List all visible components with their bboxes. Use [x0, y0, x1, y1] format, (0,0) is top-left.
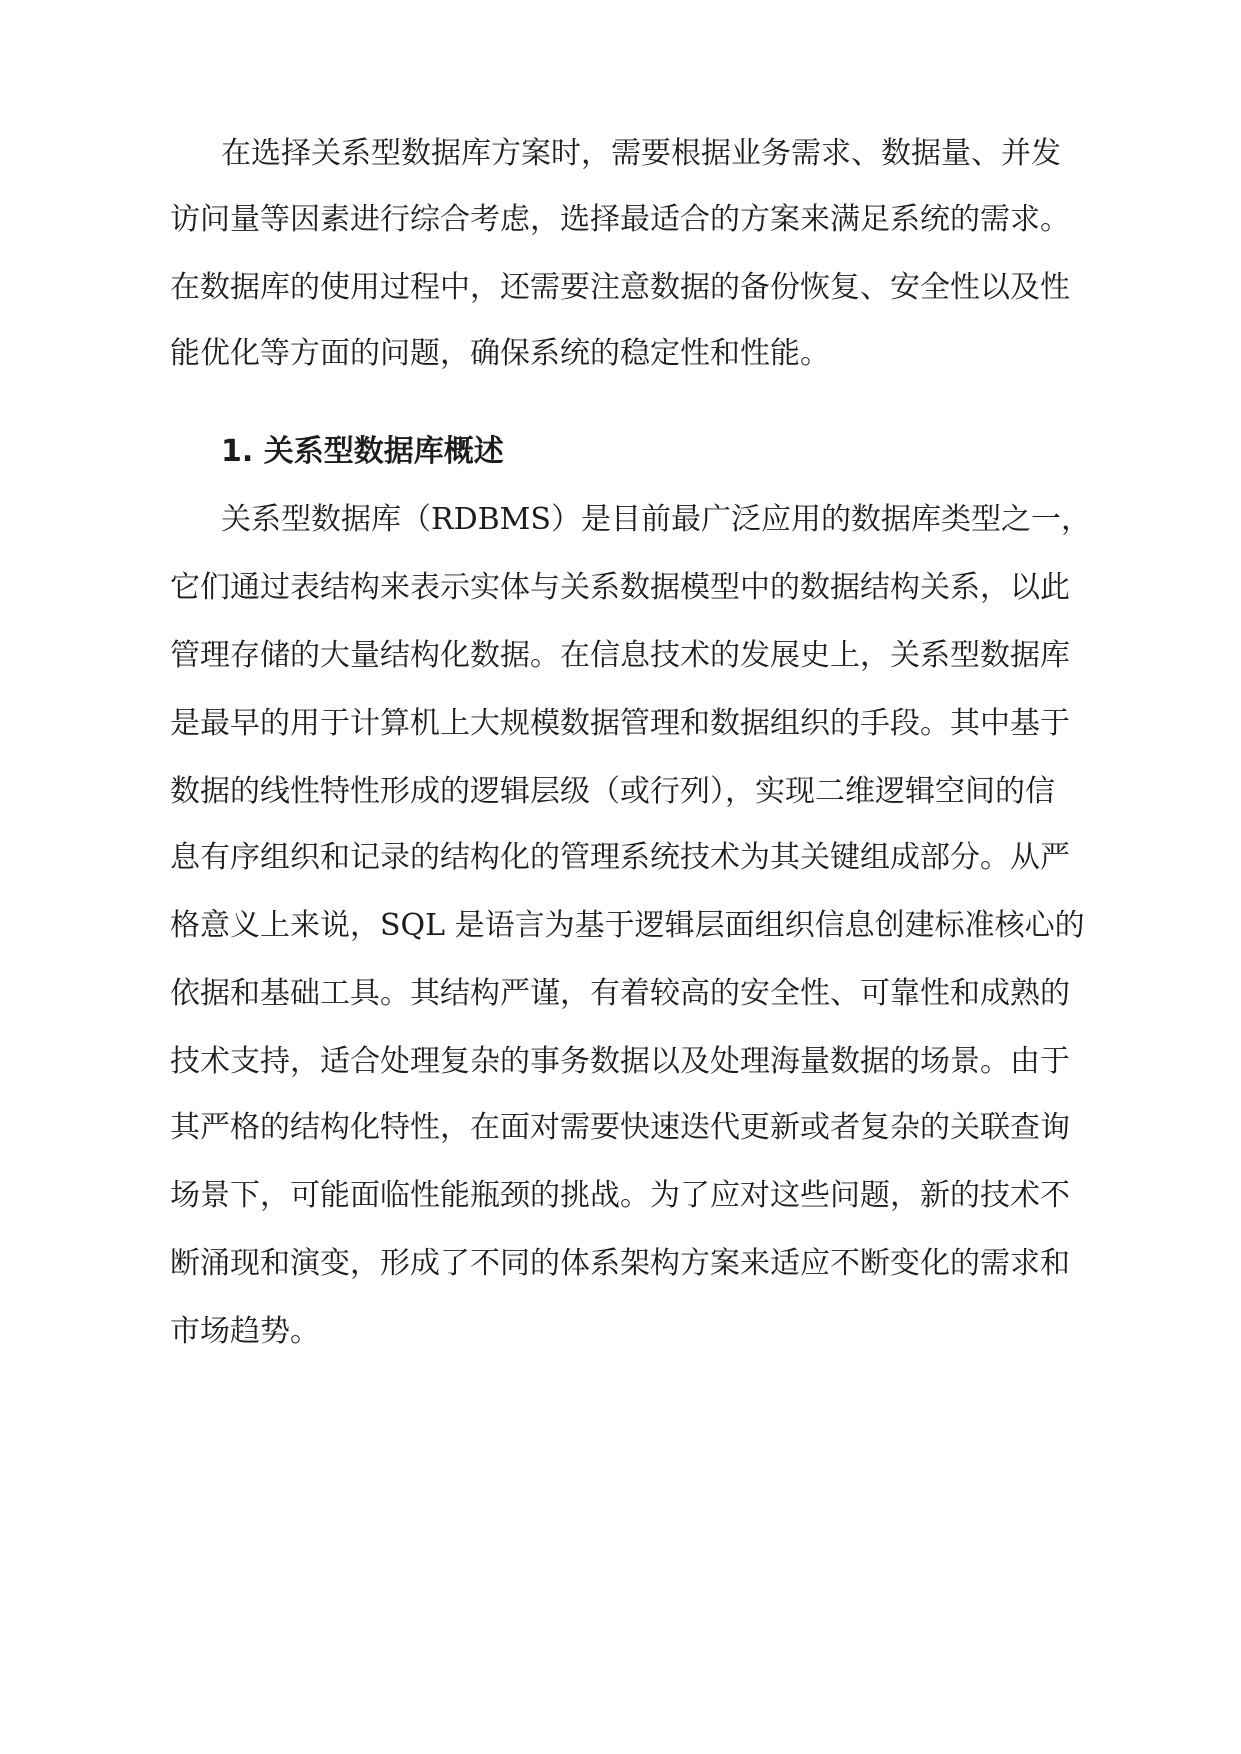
paragraph-line: 断涌现和演变，形成了不同的体系架构方案来适应不断变化的需求和	[170, 1246, 1070, 1281]
paragraph-line: 能优化等方面的问题，确保系统的稳定性和性能。	[170, 336, 830, 371]
paragraph-line: 是最早的用于计算机上大规模数据管理和数据组织的手段。其中基于	[170, 706, 1070, 741]
paragraph-line: 格意义上来说，SQL 是语言为基于逻辑层面组织信息创建标准核心的	[170, 908, 1085, 943]
paragraph-line: 访问量等因素进行综合考虑，选择最适合的方案来满足系统的需求。	[170, 202, 1070, 237]
paragraph-line: 关系型数据库（RDBMS）是目前最广泛应用的数据库类型之一，	[221, 502, 1091, 537]
paragraph-line: 息有序组织和记录的结构化的管理系统技术为其关键组成部分。从严	[170, 840, 1070, 875]
paragraph-line: 管理存储的大量结构化数据。在信息技术的发展史上，关系型数据库	[170, 638, 1070, 673]
paragraph-line: 在选择关系型数据库方案时，需要根据业务需求、数据量、并发	[221, 136, 1061, 171]
paragraph-line: 市场趋势。	[170, 1314, 320, 1349]
paragraph-line: 它们通过表结构来表示实体与关系数据模型中的数据结构关系，以此	[170, 570, 1070, 605]
paragraph-line: 在数据库的使用过程中，还需要注意数据的备份恢复、安全性以及性	[170, 270, 1070, 305]
paragraph-line: 数据的线性特性形成的逻辑层级（或行列），实现二维逻辑空间的信	[170, 774, 1055, 809]
paragraph-line: 其严格的结构化特性，在面对需要快速迭代更新或者复杂的关联查询	[170, 1110, 1070, 1145]
section-heading: 1. 关系型数据库概述	[221, 434, 504, 469]
paragraph-line: 场景下，可能面临性能瓶颈的挑战。为了应对这些问题，新的技术不	[170, 1178, 1070, 1213]
paragraph-line: 依据和基础工具。其结构严谨，有着较高的安全性、可靠性和成熟的	[170, 976, 1070, 1011]
paragraph-line: 技术支持，适合处理复杂的事务数据以及处理海量数据的场景。由于	[170, 1044, 1070, 1079]
